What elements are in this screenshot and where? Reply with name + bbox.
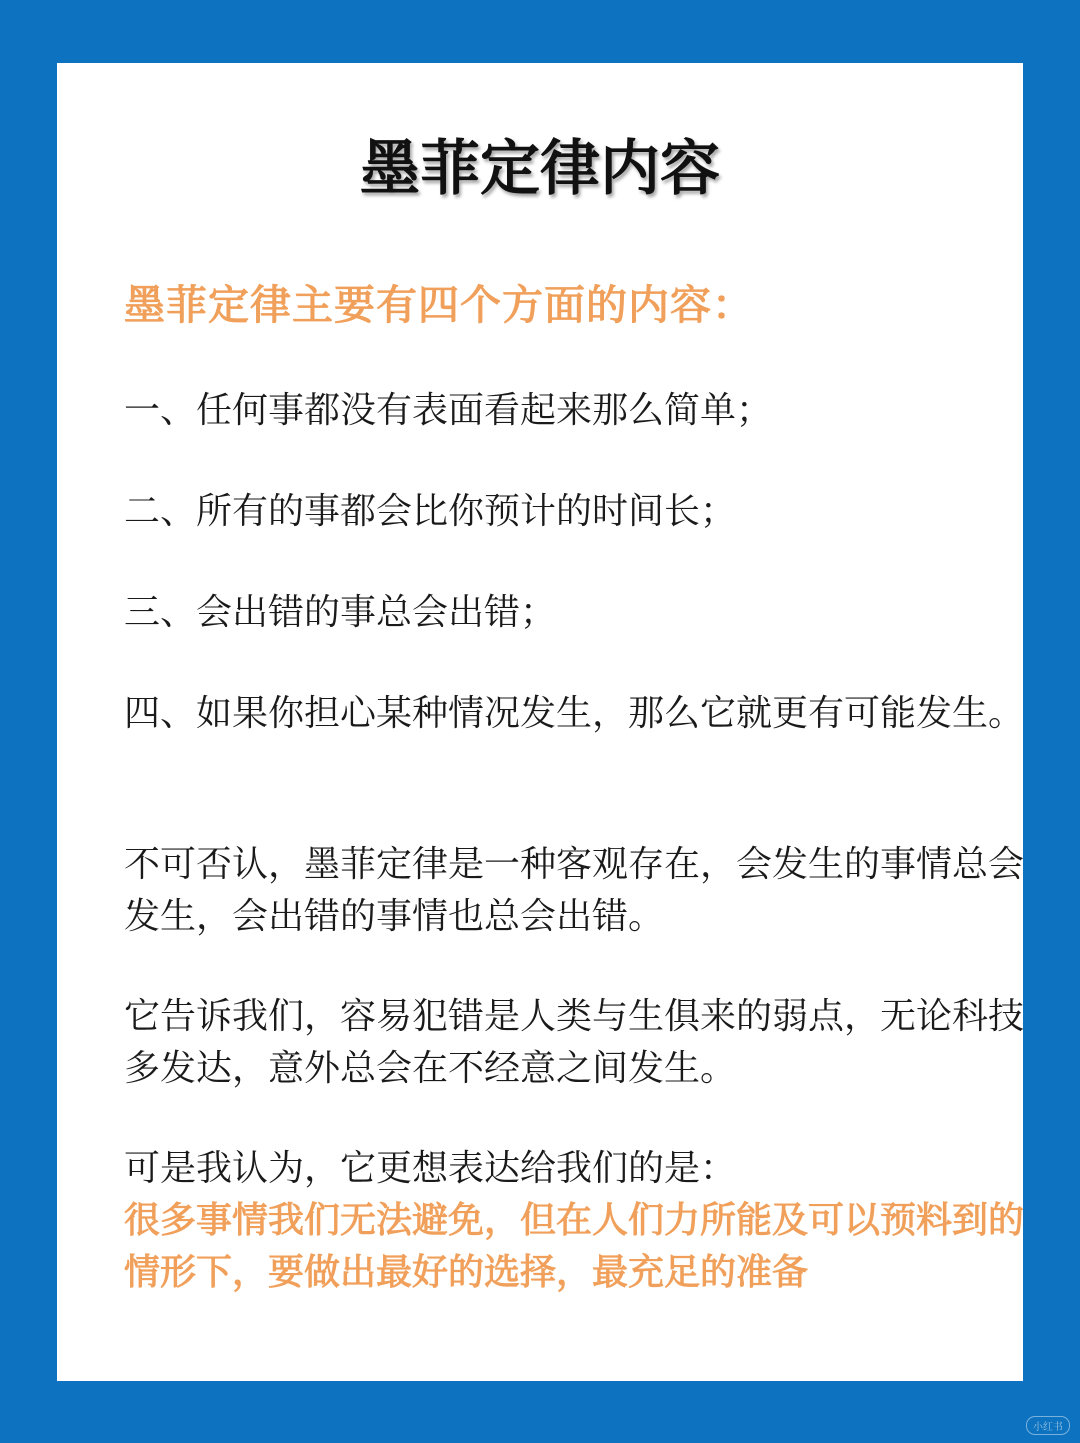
law-point-1: 一、任何事都没有表面看起来那么简单； [124, 390, 773, 431]
content-card [57, 63, 1023, 1381]
law-point-4: 四、如果你担心某种情况发生，那么它就更有可能发生。 [124, 693, 1025, 734]
section-subtitle: 墨菲定律主要有四个方面的内容： [124, 281, 754, 329]
paragraph-weakness: 它告诉我们，容易犯错是人类与生俱来的弱点，无论科技多发达，意外总会在不经意之间发生。 [124, 996, 1025, 1089]
highlight-conclusion: 很多事情我们无法避免，但在人们力所能及可以预料到的情形下，要做出最好的选择，最充足的准备 [124, 1199, 1025, 1293]
watermark-logo: 小红书 [1026, 1416, 1070, 1435]
page-title: 墨菲定律内容 [360, 134, 720, 204]
law-point-3: 三、会出错的事总会出错； [124, 592, 557, 633]
paragraph-opinion: 可是我认为，它更想表达给我们的是： [124, 1148, 737, 1189]
law-point-2: 二、所有的事都会比你预计的时间长； [124, 491, 737, 532]
paragraph-objective: 不可否认，墨菲定律是一种客观存在，会发生的事情总会发生，会出错的事情也总会出错。 [124, 844, 1025, 937]
